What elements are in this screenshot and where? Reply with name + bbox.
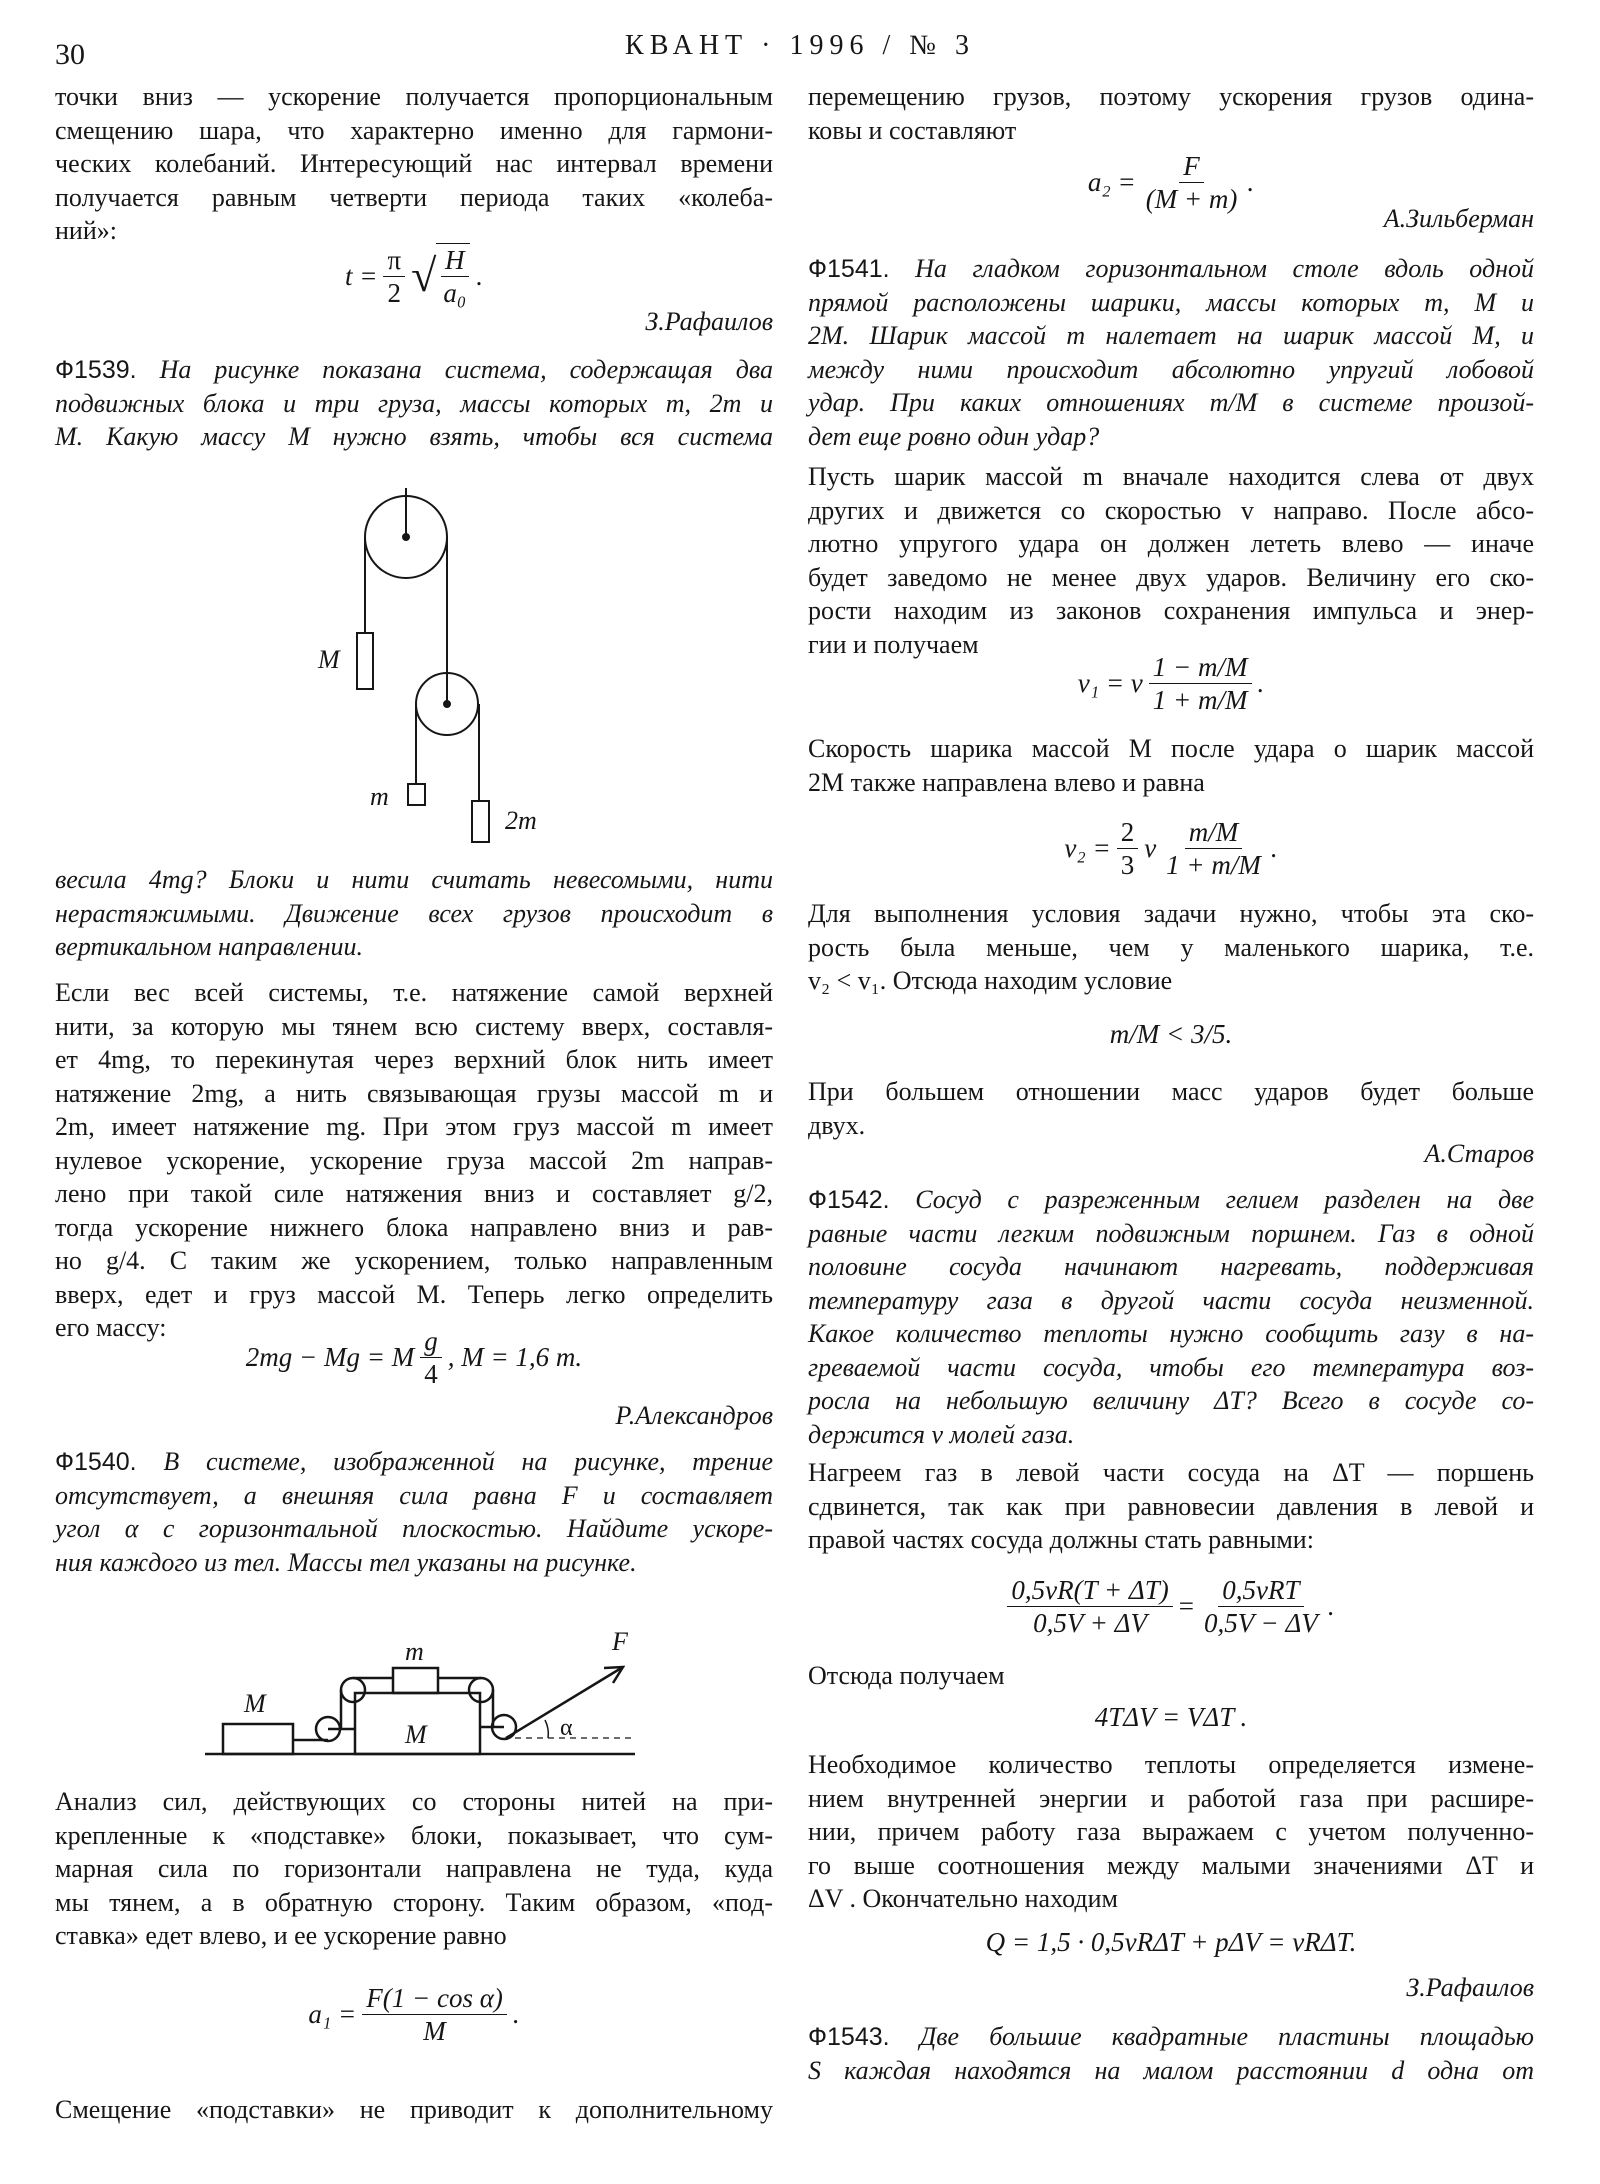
- denominator: (M + m): [1145, 183, 1238, 214]
- fraction: [1149, 651, 1252, 716]
- formula-part: 2mg − Mg = M: [245, 1341, 415, 1372]
- formula-pressure-equality: [808, 1570, 1534, 1642]
- denominator: 3: [1120, 849, 1135, 880]
- text-line: тогда ускорение нижнего блока направлено вниз и рав-: [55, 1212, 773, 1242]
- text-line: M. Какую массу M нужно взять, чтобы вся система: [55, 422, 773, 451]
- pulley-figure: [300, 460, 600, 860]
- formula-v1: [808, 650, 1534, 716]
- denominator: 1 + m/M: [1152, 684, 1248, 715]
- paragraph: [808, 732, 1534, 799]
- formula-part: .: [1327, 1590, 1335, 1621]
- text-line: гии и получаем: [808, 629, 979, 659]
- problem-1539: [55, 353, 773, 454]
- text: На рисунке показана система, содержащая два: [159, 355, 774, 384]
- author: А.Зильберман: [1383, 204, 1534, 233]
- formula-part: .: [1270, 832, 1278, 863]
- text-line: Если вес всей системы, т.е. натяжение самой верхней: [55, 978, 773, 1007]
- mass-m-block: [408, 784, 425, 805]
- axle-dot: [403, 534, 409, 540]
- text-line: лютно упругого удара он должен лететь влево — иначе: [808, 529, 1534, 558]
- text: Две большие квадратные пластины площадью: [919, 2022, 1535, 2051]
- numerator: F: [1179, 150, 1204, 183]
- problem-label: Ф1540.: [55, 1448, 137, 1476]
- text-line: [55, 353, 773, 387]
- formula-q: Q = 1,5 · 0,5νRΔT + pΔV = νRΔT.: [985, 1926, 1357, 1957]
- author: З.Рафаилов: [645, 307, 773, 336]
- text-line: Необходимое количество теплоты определяется измене-: [808, 1750, 1534, 1779]
- author: Р.Александров: [615, 1401, 773, 1430]
- label-F: F: [612, 1630, 628, 1656]
- text-line: температуру газа в другой части сосуда неизменной.: [808, 1285, 1534, 1315]
- text-line: крепленные к «подставке» блоки, показывает, что сум-: [55, 1820, 773, 1850]
- text-line: получается равным четверти периода таких «колеба-: [55, 182, 773, 212]
- numerator: m/M: [1185, 816, 1243, 849]
- problem-label: Ф1539.: [55, 356, 137, 384]
- text-line: Анализ сил, действующих со стороны нитей на при-: [55, 1787, 773, 1816]
- text-line: рость была меньше, чем у маленького шарика, т.е.: [808, 932, 1534, 962]
- label-m: m: [405, 1637, 424, 1666]
- numerator: g: [420, 1325, 442, 1358]
- paragraph: [808, 897, 1534, 998]
- text-line: ет 4mg, то перекинутая через верхний блок нить имеет: [55, 1045, 773, 1074]
- denominator: 0,5V + ΔV: [1033, 1607, 1147, 1638]
- text-line: Пусть шарик массой m вначале находится слева от двух: [808, 462, 1534, 491]
- denominator: M: [423, 2015, 446, 2046]
- formula-mass: [55, 1326, 773, 1388]
- formula-period: [55, 240, 773, 312]
- formula-part: .: [512, 1998, 520, 2029]
- text-line: [808, 252, 1534, 286]
- journal-header: КВАНТ · 1996 / № 3: [625, 30, 975, 61]
- numerator: 0,5νRT: [1218, 1574, 1303, 1607]
- text-line: отсутствует, а внешняя сила равна F и составляет: [55, 1480, 773, 1510]
- angle-arc: [545, 1720, 548, 1738]
- formula-part: v₂ =: [1064, 832, 1111, 863]
- text-line: других и движется со скоростью v направо. После абсо-: [808, 495, 1534, 525]
- problem-1540: [55, 1445, 773, 1579]
- denominator: a₀: [443, 278, 467, 308]
- text-line: держится ν молей газа.: [808, 1419, 1075, 1449]
- paragraph: [808, 1659, 1534, 1693]
- text-line: Какое количество теплоты нужно сообщить газу в на-: [808, 1319, 1534, 1348]
- paragraph: [808, 1456, 1534, 1557]
- text-line: S каждая находятся на малом расстоянии d одна от: [808, 2055, 1534, 2085]
- text-line: прямой расположены шарики, массы которых m, M и: [808, 287, 1534, 317]
- pulley: [341, 1678, 365, 1702]
- paragraph: [808, 460, 1534, 661]
- formula-part: .: [1247, 166, 1255, 197]
- text: На гладком горизонтальном столе вдоль одной: [915, 254, 1534, 283]
- text-line: дет еще ровно один удар?: [808, 421, 1100, 451]
- text-line: нулевое ускорение, ускорение груза массой 2m направ-: [55, 1145, 773, 1175]
- text-line: удар. При каких отношениях m/M в системе произой-: [808, 388, 1534, 417]
- formula-v2: [808, 815, 1534, 881]
- text-line: но g/4. С таким же ускорением, только направленным: [55, 1246, 773, 1275]
- formula-part: =: [1178, 1590, 1194, 1621]
- formula-condition: m/M < 3/5.: [1109, 1018, 1233, 1049]
- numerator: π: [383, 244, 405, 277]
- text-line: половине сосуда начинают нагревать, поддерживая: [808, 1252, 1534, 1281]
- text-line: вертикальном направлении.: [55, 932, 364, 961]
- author: А.Старов: [1424, 1139, 1534, 1168]
- axle-dot: [444, 701, 450, 707]
- formula-part: a₁ =: [308, 1998, 357, 2029]
- formula-4t: 4TΔV = VΔT .: [1094, 1701, 1248, 1732]
- denominator: 1 + m/M: [1166, 849, 1261, 880]
- problem-1539-continued: [55, 863, 773, 964]
- denominator: 4: [424, 1358, 438, 1389]
- author: З.Рафаилов: [1406, 1973, 1534, 2002]
- text-line: ковы и составляют: [808, 115, 1017, 145]
- paragraph: [55, 976, 773, 1345]
- fraction: [383, 244, 405, 309]
- text-line: угол α с горизонтальной плоскостью. Найдите ускоре-: [55, 1514, 773, 1543]
- paragraph: [808, 80, 1534, 147]
- formula-part: a₂ =: [1087, 166, 1136, 197]
- label-m: m: [370, 782, 389, 811]
- text-line: ΔV . Окончательно находим: [808, 1884, 1118, 1913]
- block-M-left: [223, 1724, 293, 1754]
- mass-2m-block: [472, 801, 489, 842]
- formula-a1: [55, 1978, 773, 2050]
- arrow-head: [604, 1667, 623, 1683]
- numerator: 2: [1117, 816, 1139, 849]
- text-line: сдвинется, так как при равновесии давления в левой и: [808, 1491, 1534, 1521]
- numerator: 0,5νR(T + ΔT): [1007, 1574, 1172, 1607]
- block-m: [393, 1668, 438, 1693]
- text-line: нити, за которую мы тянем всю систему вверх, составля-: [55, 1011, 773, 1041]
- text-line: Смещение «подставки» не приводит к дополнительному: [55, 2095, 773, 2124]
- page-number: 30: [55, 38, 85, 71]
- text-line: 2M. Шарик массой m налетает на шарик массой M, и: [808, 321, 1534, 350]
- text-line: будет заведомо не менее двух ударов. Величину его ско-: [808, 562, 1534, 592]
- text-line: равные части легким подвижным поршнем. Газ в одной: [808, 1218, 1534, 1248]
- square-root: [411, 243, 470, 309]
- text-line: При большем отношении масс ударов будет больше: [808, 1077, 1534, 1106]
- problem-label: Ф1541.: [808, 255, 890, 283]
- text-line: его массу:: [55, 1313, 167, 1342]
- text-line: марная сила по горизонтали направлена не туда, куда: [55, 1854, 773, 1883]
- label-M: M: [405, 1720, 427, 1749]
- text-line: перемещению грузов, поэтому ускорения грузов одина-: [808, 82, 1534, 111]
- paragraph: [808, 1075, 1534, 1142]
- fraction: [1007, 1574, 1172, 1639]
- text-line: 2M также направлена влево и равна: [808, 767, 1205, 797]
- text: Сосуд с разреженным гелием разделен на две: [915, 1185, 1535, 1214]
- text-line: мы тянем, а в обратную сторону. Таким образом, «под-: [55, 1887, 773, 1917]
- formula-part: .: [1257, 667, 1265, 698]
- text-line: [808, 1183, 1534, 1217]
- formula-part: .: [476, 260, 483, 291]
- label-2m: 2m: [505, 806, 537, 835]
- text-line: нерастяжимыми. Движение всех грузов происходит в: [55, 898, 773, 928]
- text-line: нием внутренней энергии и работой газа при расшире-: [808, 1783, 1534, 1813]
- problem-label: Ф1543.: [808, 2023, 890, 2051]
- paragraph: [55, 1785, 773, 1953]
- stand-figure: [200, 1630, 650, 1770]
- problem-label: Ф1542.: [808, 1186, 890, 1214]
- text-line: между ними происходит абсолютно упругий лобовой: [808, 354, 1534, 384]
- mass-M-block: [357, 633, 373, 689]
- fraction: [420, 1325, 442, 1390]
- fraction: [362, 1982, 507, 2047]
- text-line: лено при такой силе натяжения вниз и составляет g/2,: [55, 1179, 773, 1208]
- text-line: весила 4mg? Блоки и нити считать невесомыми, нити: [55, 865, 773, 894]
- text-line: росла на небольшую величину ΔT? Всего в сосуде со-: [808, 1386, 1534, 1415]
- text-line: Отсюда получаем: [808, 1661, 1005, 1690]
- fraction: [1162, 816, 1265, 881]
- text-line: [55, 1445, 773, 1479]
- paragraph: [55, 80, 773, 248]
- text-line: Скорость шарика массой M после удара о шарик массой: [808, 734, 1534, 763]
- radical-sign: √: [411, 250, 437, 301]
- problem-1541: [808, 252, 1534, 453]
- text-line: греваемой части сосуда, чтобы его температура воз-: [808, 1352, 1534, 1382]
- text-line: нии, причем работу газа выражаем с учетом полученно-: [808, 1817, 1534, 1846]
- text-line: Для выполнения условия задачи нужно, чтобы эта ско-: [808, 899, 1534, 928]
- text-line: вверх, едет и груз массой M. Теперь легко определить: [55, 1279, 773, 1309]
- text-line: рости находим из законов сохранения импульса и энер-: [808, 596, 1534, 625]
- text-line: го выше соотношения между малыми значениями ΔT и: [808, 1850, 1534, 1880]
- problem-1543: [808, 2020, 1534, 2087]
- formula-part: v: [1144, 832, 1157, 863]
- text-line: смещению шара, что характерно именно для гармони-: [55, 115, 773, 145]
- text-line: правой частях сосуда должны стать равными:: [808, 1525, 1314, 1554]
- text-line: ний»:: [55, 216, 117, 245]
- denominator: 2: [387, 277, 402, 308]
- denominator: 0,5V − ΔV: [1203, 1607, 1318, 1638]
- formula-part: , M = 1,6 m.: [447, 1341, 583, 1372]
- numerator: H: [441, 244, 469, 277]
- text-line: 2m, имеет натяжение mg. При этом груз массой m имеет: [55, 1112, 773, 1141]
- text-line: [808, 2020, 1534, 2054]
- text-line: Нагреем газ в левой части сосуда на ΔT — поршень: [808, 1458, 1534, 1487]
- text-line: натяжение 2mg, а нить связывающая грузы массой m и: [55, 1078, 773, 1108]
- text-line: ставка» едет влево, и ее ускорение равно: [55, 1921, 507, 1950]
- text-line: подвижных блока и три груза, массы которых m, 2m и: [55, 388, 773, 418]
- text-line: v₂ < v₁. Отсюда находим условие: [808, 966, 1173, 995]
- text-line: двух.: [808, 1110, 866, 1140]
- text-line: ческих колебаний. Интересующий нас интервал времени: [55, 149, 773, 178]
- text-line: точки вниз — ускорение получается пропорциональным: [55, 82, 773, 111]
- fraction: [1117, 816, 1139, 881]
- formula-part: t =: [344, 260, 378, 291]
- label-M: M: [318, 645, 340, 674]
- label-alpha: α: [560, 1715, 573, 1741]
- label-M: M: [244, 1689, 266, 1718]
- text: В системе, изображенной на рисунке, трение: [163, 1447, 773, 1476]
- paragraph: [55, 2093, 773, 2127]
- text-line: ния каждого из тел. Массы тел указаны на рисунке.: [55, 1547, 637, 1577]
- formula-part: v₁ = v: [1077, 667, 1143, 698]
- problem-1542: [808, 1183, 1534, 1451]
- numerator: 1 − m/M: [1149, 651, 1252, 684]
- numerator: F(1 − cos α): [362, 1982, 507, 2015]
- paragraph: [808, 1748, 1534, 1916]
- fraction: [1200, 1574, 1322, 1639]
